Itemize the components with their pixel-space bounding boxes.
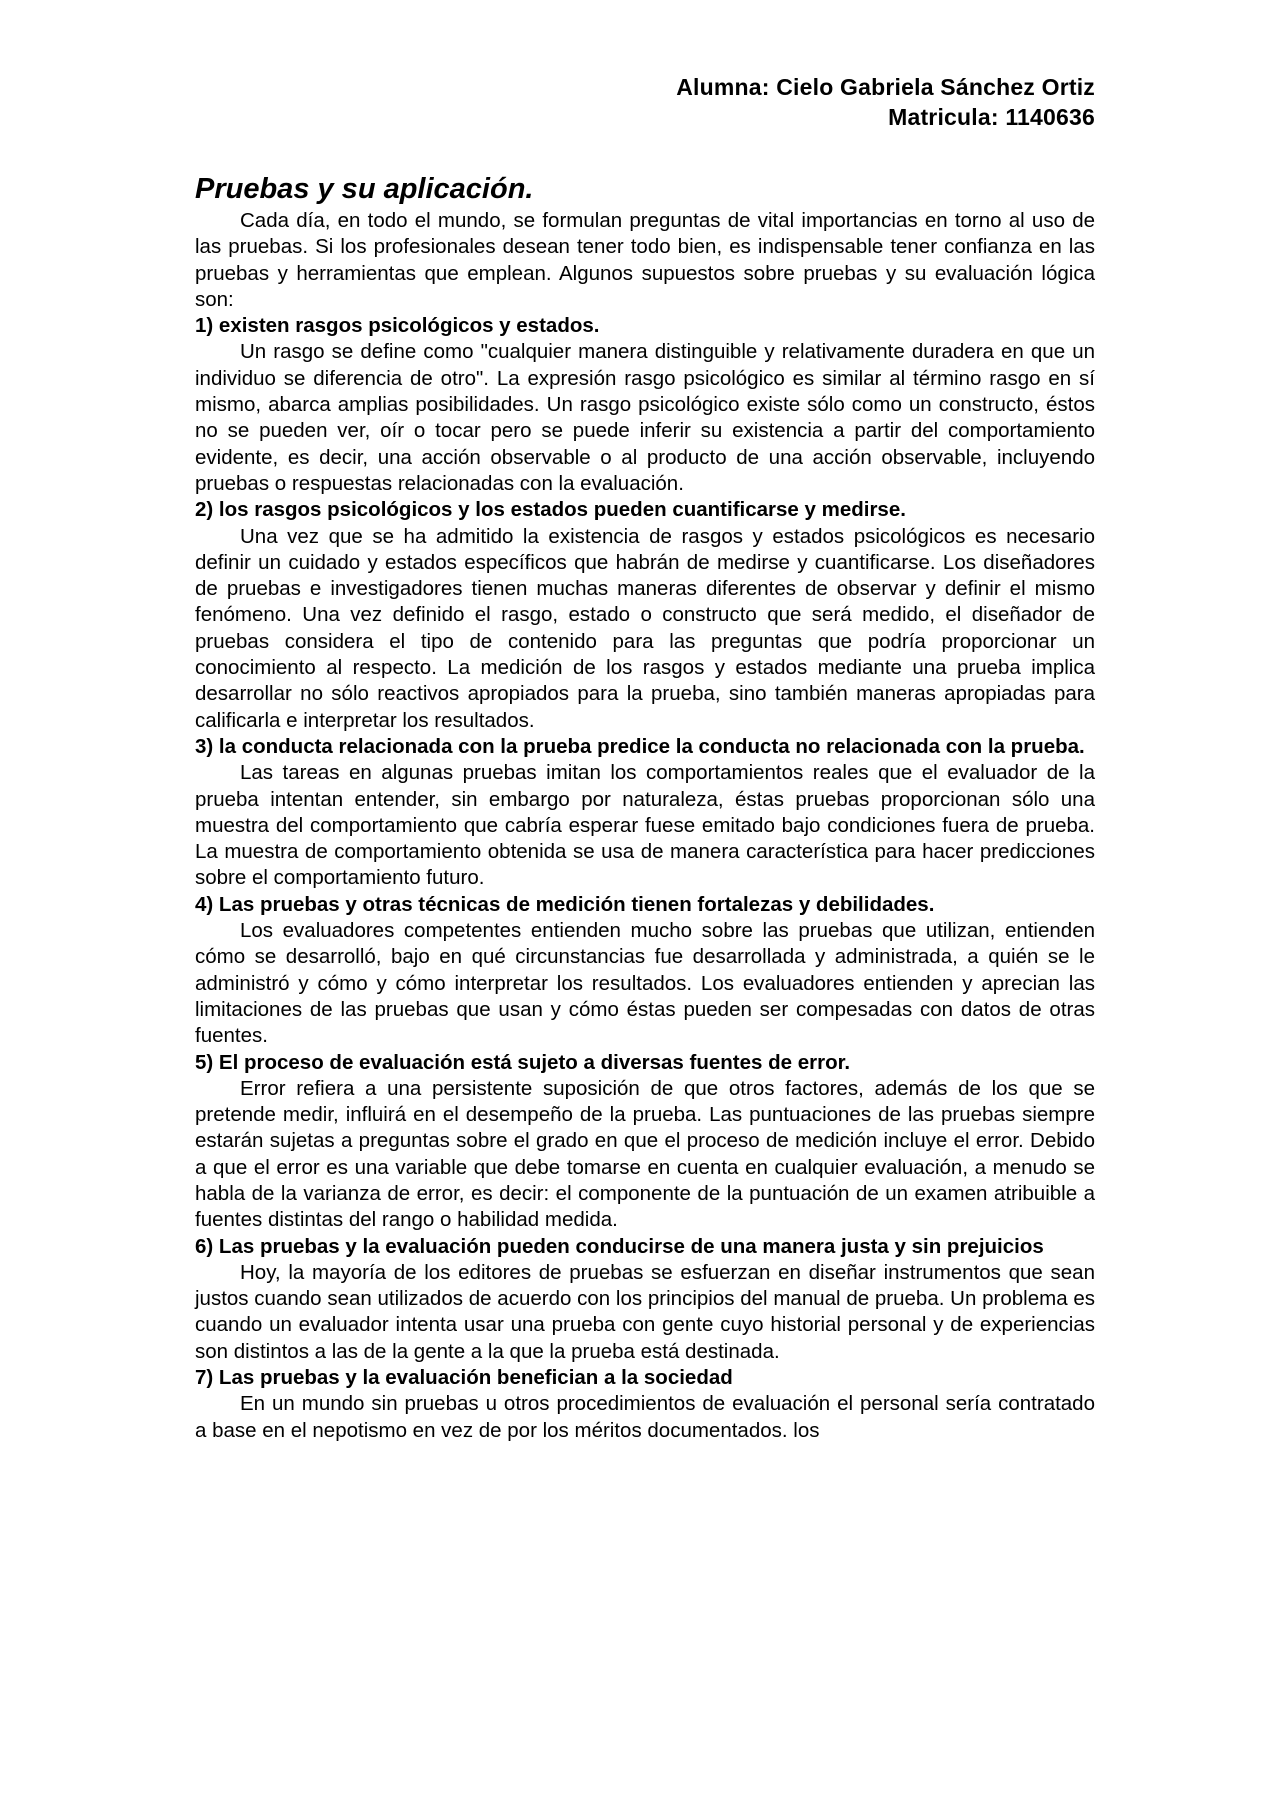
section-1 [195, 313, 1095, 497]
section-6 [195, 1234, 1095, 1365]
section-heading: 4) Las pruebas y otras técnicas de medición tienen fortalezas y debilidades. [195, 892, 935, 916]
student-name: Alumna: Cielo Gabriela Sánchez Ortiz [676, 74, 1095, 100]
section-3 [195, 734, 1095, 892]
section-7 [195, 1365, 1095, 1444]
section-paragraph: Una vez que se ha admitido la existencia de rasgos y estados psicológicos es necesario definir un cuidado y estados específicos que habrán de medirse y cuantificarse. Los diseñadores de pruebas e investigadores tienen muchas maneras diferentes de observar y definir el mismo fenómeno. Una vez definido el rasgo, estado o constructo que será medido, el diseñador de pruebas considera el tipo de contenido para las preguntas que podría proporcionar un conocimiento al respecto. La medición de los rasgos y estados mediante una prueba implica desarrollar no sólo reactivos apropiados para la prueba, sino también maneras apropiadas para calificarla e interpretar los resultados. [195, 524, 1095, 732]
section-heading: 7) Las pruebas y la evaluación benefician a la sociedad [195, 1366, 733, 1390]
section-2 [195, 497, 1095, 734]
section-paragraph: Hoy, la mayoría de los editores de pruebas se esfuerzan en diseñar instrumentos que sean justos cuando sean utilizados de acuerdo con los principios del manual de prueba. Un problema es cuando un evaluador intenta usar una prueba con gente cuyo historial personal y de experiencias son distintos a las de la gente a la que la prueba está destinada. [195, 1260, 1095, 1363]
section-heading: 2) los rasgos psicológicos y los estados pueden cuantificarse y medirse. [195, 498, 906, 522]
document-title: Pruebas y su aplicación. [195, 173, 534, 205]
section-5 [195, 1050, 1095, 1234]
section-paragraph: En un mundo sin pruebas u otros procedimientos de evaluación el personal sería contratado a base en el nepotismo en vez de por los méritos documentados. los [195, 1392, 1095, 1442]
student-id: Matricula: 1140636 [888, 104, 1095, 130]
section-4 [195, 892, 1095, 1050]
document-page [195, 72, 1095, 1444]
section-paragraph: Las tareas en algunas pruebas imitan los comportamientos reales que el evaluador de la prueba intentan entender, sin embargo por naturaleza, éstas pruebas proporcionan sólo una muestra del comportamiento que cabría esperar fuese emitado bajo condiciones fuera de prueba. La muestra de comportamiento obtenida se usa de manera característica para hacer predicciones sobre el comportamiento futuro. [195, 761, 1095, 890]
document-header [195, 72, 1095, 132]
section-heading: 3) la conducta relacionada con la prueba predice la conducta no relacionada con la prueba. [195, 734, 1085, 758]
intro-paragraph: Cada día, en todo el mundo, se formulan preguntas de vital importancias en torno al uso de las pruebas. Si los profesionales desean tener todo bien, es indispensable tener confianza en las pruebas y herramientas que emplean. Algunos supuestos sobre pruebas y su evaluación lógica son: [195, 209, 1095, 311]
section-heading: 1) existen rasgos psicológicos y estados. [195, 314, 600, 338]
section-heading: 6) Las pruebas y la evaluación pueden conducirse de una manera justa y sin prejuicios [195, 1234, 1044, 1258]
section-heading: 5) El proceso de evaluación está sujeto a diversas fuentes de error. [195, 1050, 851, 1074]
document-body [195, 208, 1095, 1444]
section-paragraph: Los evaluadores competentes entienden mucho sobre las pruebas que utilizan, entienden cómo se desarrolló, bajo en qué circunstancias fue desarrollada y administrada, a quién se le administró y cómo y cómo interpretar los resultados. Los evaluadores entienden y aprecian las limitaciones de las pruebas que usan y cómo éstas pueden ser compesadas con datos de otras fuentes. [195, 919, 1095, 1048]
section-paragraph: Error refiera a una persistente suposición de que otros factores, además de los que se pretende medir, influirá en el desempeño de la prueba. Las puntuaciones de las pruebas siempre estarán sujetas a preguntas sobre el grado en que el proceso de medición incluye el error. Debido a que el error es una variable que debe tomarse en cuenta en cualquier evaluación, a menudo se habla de la varianza de error, es decir: el componente de la puntuación de un examen atribuible a fuentes distintas del rango o habilidad medida. [195, 1076, 1095, 1232]
section-paragraph: Un rasgo se define como "cualquier manera distinguible y relativamente duradera en que un individuo se diferencia de otro". La expresión rasgo psicológico es similar al término rasgo en sí mismo, abarca amplias posibilidades. Un rasgo psicológico existe sólo como un constructo, éstos no se pueden ver, oír o tocar pero se puede inferir su existencia a partir del comportamiento evidente, es decir, una acción observable o al producto de una acción observable, incluyendo pruebas o respuestas relacionadas con la evaluación. [195, 340, 1095, 495]
